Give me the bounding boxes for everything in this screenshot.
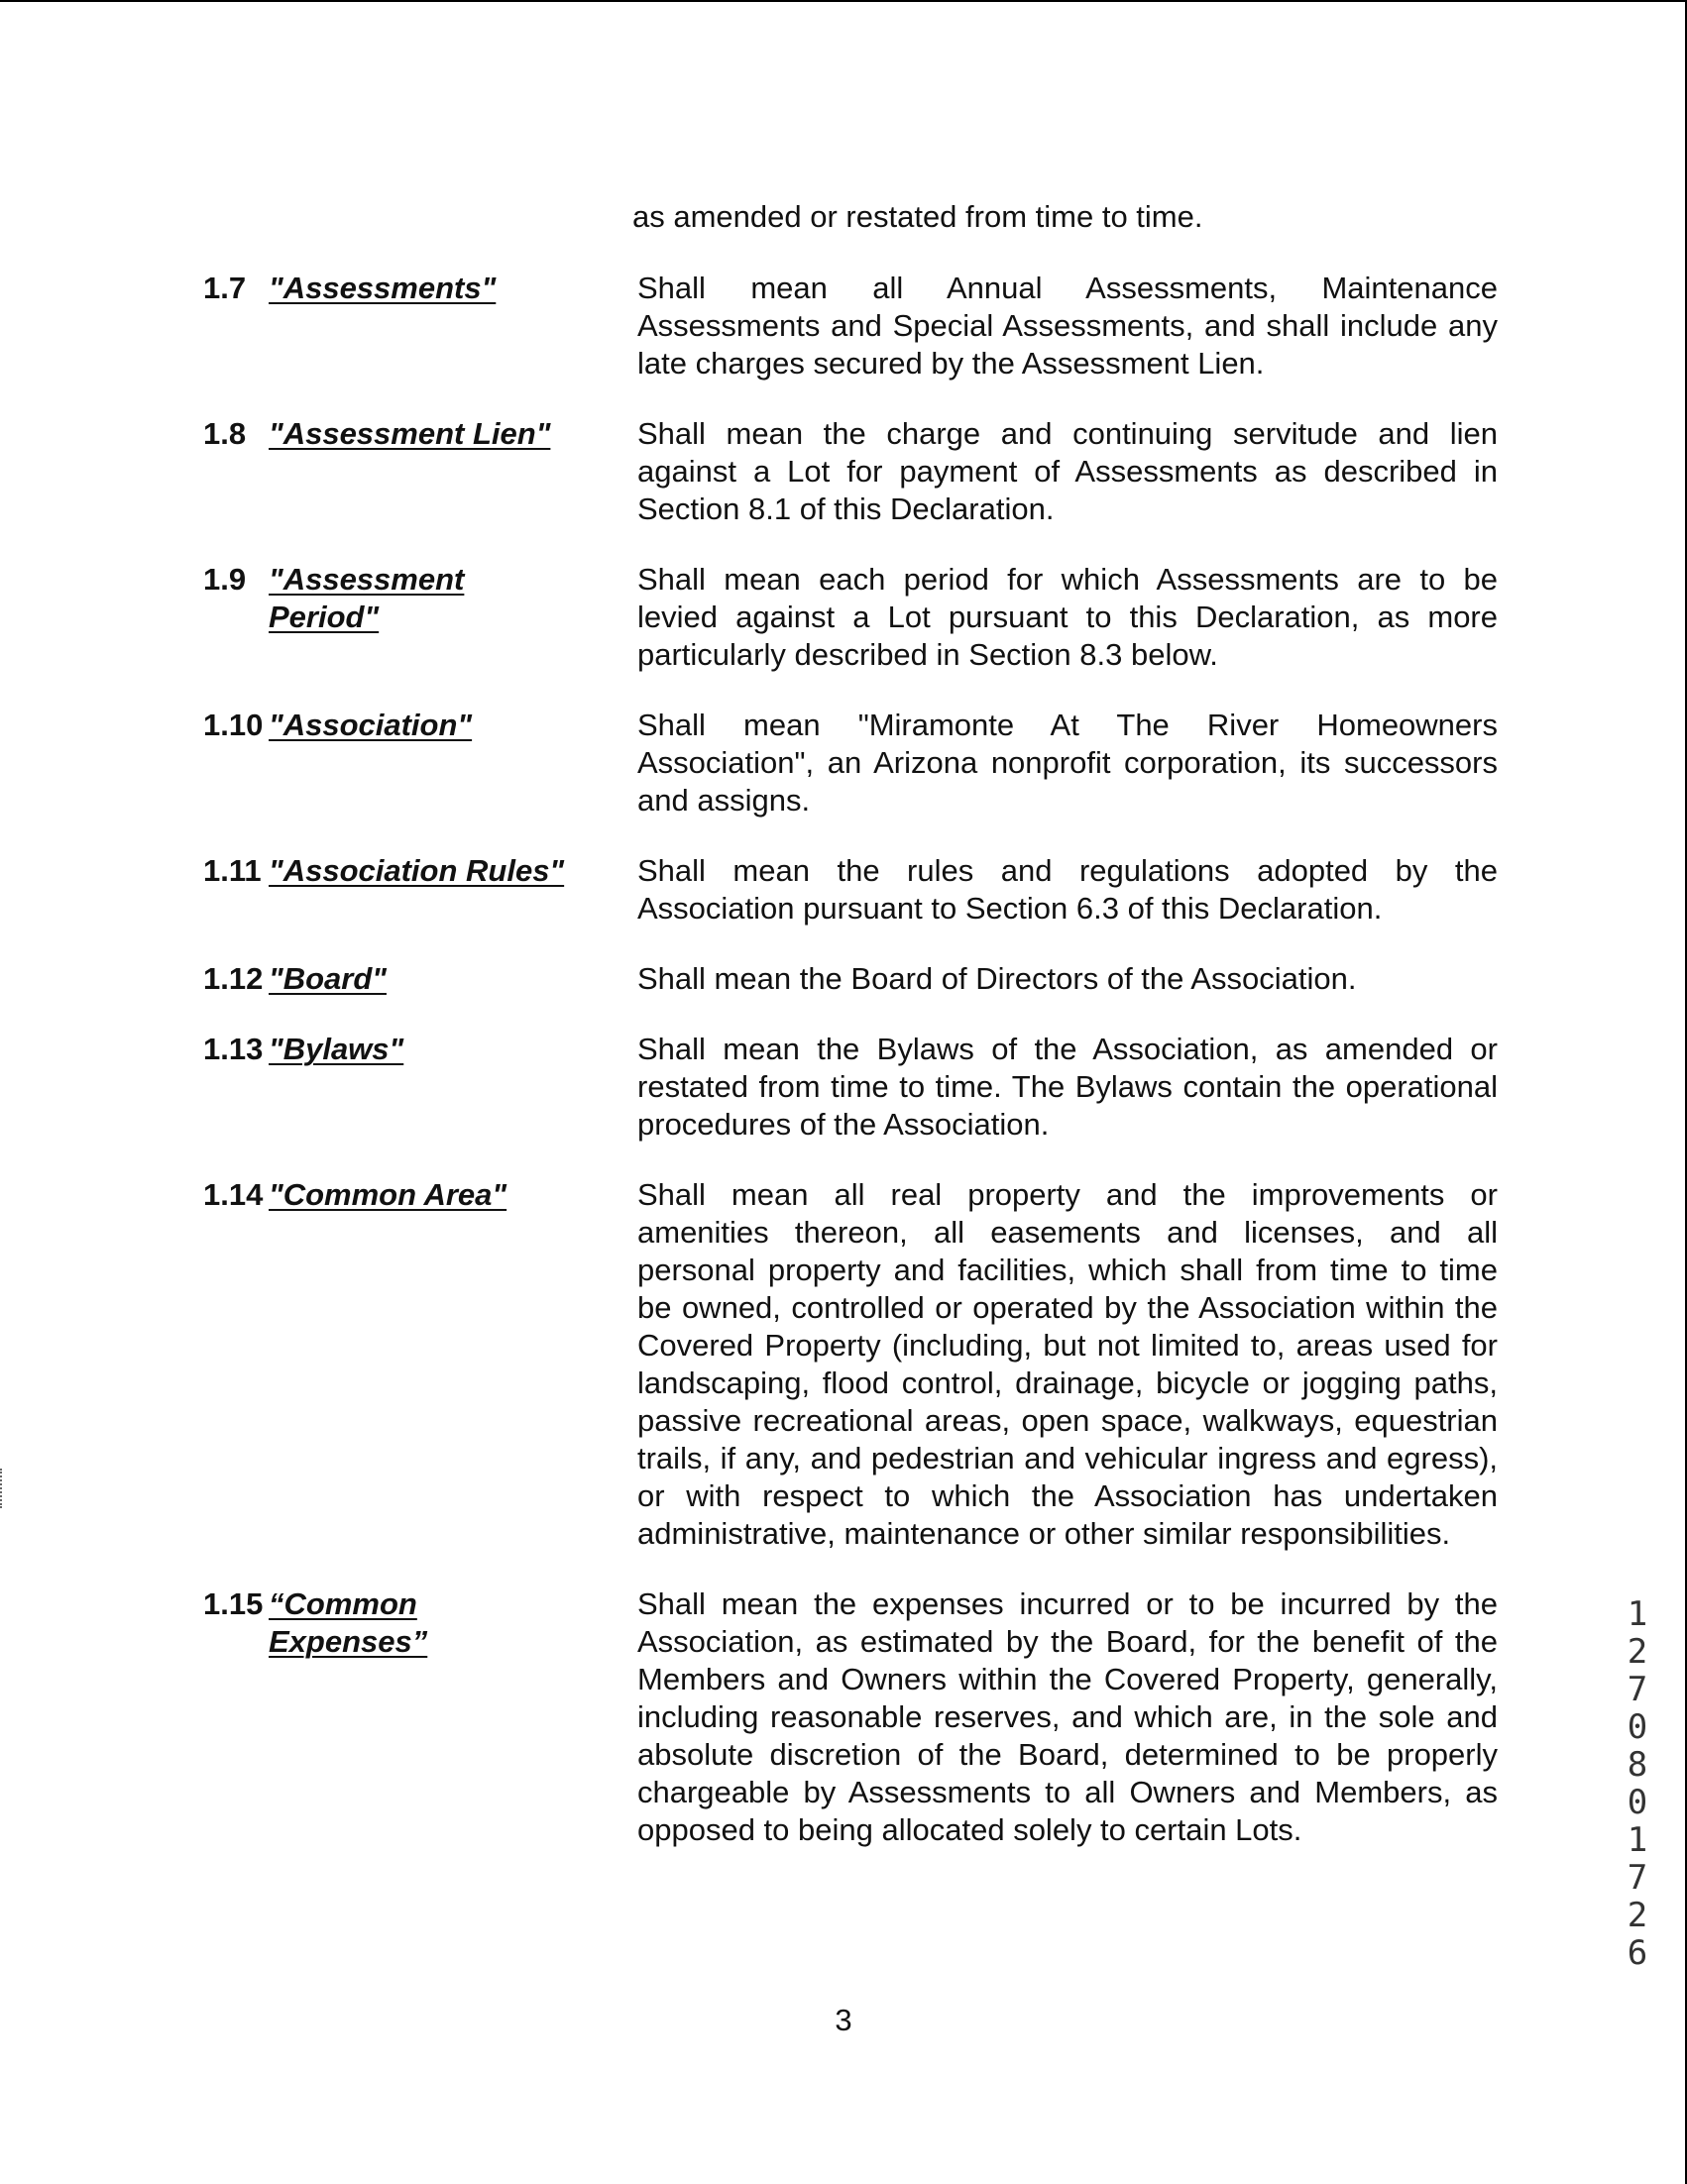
definition-entry <box>0 852 1687 928</box>
defined-term: "Bylaws" <box>269 1032 404 1066</box>
section-number: 1.7 <box>203 271 247 305</box>
definition-entry <box>0 1031 1687 1144</box>
section-number: 1.14 <box>203 1177 264 1212</box>
scan-edge-mark <box>0 1469 6 1508</box>
defined-term: "Common Area" <box>269 1177 507 1212</box>
definition-text: Shall mean the Board of Directors of the Association. <box>637 961 1357 996</box>
definition-text: Shall mean the Bylaws of the Association, as amended or restated from time to time. The Bylaws contain the operational procedures of the Association. <box>637 1032 1498 1142</box>
section-number: 1.10 <box>203 708 264 742</box>
section-number: 1.12 <box>203 961 264 996</box>
definition-text: Shall mean the expenses incurred or to be incurred by the Association, as estimated by the Board, for the benefit of the Members and Owners within the Covered Property, generally, including reasonable reserves, and which are, in the sole and absolute discretion of the Board, determined to be properly chargeable by Assessments to all Owners and Members, as opposed to being allocated solely to certain Lots. <box>637 1586 1498 1847</box>
definition-text: Shall mean each period for which Assessments are to be levied against a Lot pursuant to this Declaration, as more particularly described in Section 8.3 below. <box>637 562 1498 672</box>
definition-text: Shall mean "Miramonte At The River Homeowners Association", an Arizona nonprofit corporation, its successors and assigns. <box>637 708 1498 818</box>
definition-entry <box>0 1176 1687 1553</box>
term-heading <box>0 1176 637 1214</box>
definition-entry <box>0 960 1687 998</box>
term-heading <box>0 707 637 744</box>
term-heading <box>0 852 637 890</box>
section-number: 1.13 <box>203 1032 264 1066</box>
defined-term: "Assessment Lien" <box>269 416 551 451</box>
continuation-text: as amended or restated from time to time. <box>632 199 1203 234</box>
definition-text: Shall mean the rules and regulations adopted by the Association pursuant to Section 6.3 of this Declaration. <box>637 853 1498 926</box>
recording-stamp: 12708 01726 <box>1627 1594 1668 1973</box>
definition-entry <box>0 415 1687 528</box>
term-heading <box>0 415 637 453</box>
definitions-list <box>0 270 1687 1882</box>
term-heading <box>0 1585 637 1661</box>
section-number: 1.8 <box>203 416 247 451</box>
term-heading <box>0 960 637 998</box>
definition-entry <box>0 1585 1687 1849</box>
defined-term: "Assessments" <box>269 271 497 305</box>
term-heading <box>0 270 637 307</box>
section-number: 1.9 <box>203 562 247 597</box>
defined-term: "Assessment Period" <box>269 562 465 634</box>
definition-entry <box>0 707 1687 819</box>
defined-term: "Association" <box>269 708 473 742</box>
definition-text: Shall mean the charge and continuing servitude and lien against a Lot for payment of Assessments as described in Section 8.1 of this Declaration. <box>637 416 1498 526</box>
term-heading <box>0 561 637 636</box>
defined-term: "Association Rules" <box>269 853 565 888</box>
section-number: 1.15 <box>203 1586 264 1621</box>
definition-text: Shall mean all real property and the improvements or amenities thereon, all easements and licenses, and all personal property and facilities, which shall from time to time be owned, controlled or operated by the Association within the Covered Property (including, but not limited to, areas used for landscaping, flood control, drainage, bicycle or jogging paths, passive recreational areas, open space, walkways, equestrian trails, if any, and pedestrian and vehicular ingress and egress), or with respect to which the Association has undertaken administrative, maintenance or other similar responsibilities. <box>637 1177 1498 1551</box>
defined-term: “Common Expenses” <box>269 1586 428 1659</box>
defined-term: "Board" <box>269 961 387 996</box>
definition-entry <box>0 561 1687 674</box>
definition-text: Shall mean all Annual Assessments, Maintenance Assessments and Special Assessments, and shall include any late charges secured by the Assessment Lien. <box>637 271 1498 381</box>
term-heading <box>0 1031 637 1068</box>
section-number: 1.11 <box>203 853 262 888</box>
page-number: 3 <box>835 2003 852 2037</box>
definition-entry <box>0 270 1687 382</box>
